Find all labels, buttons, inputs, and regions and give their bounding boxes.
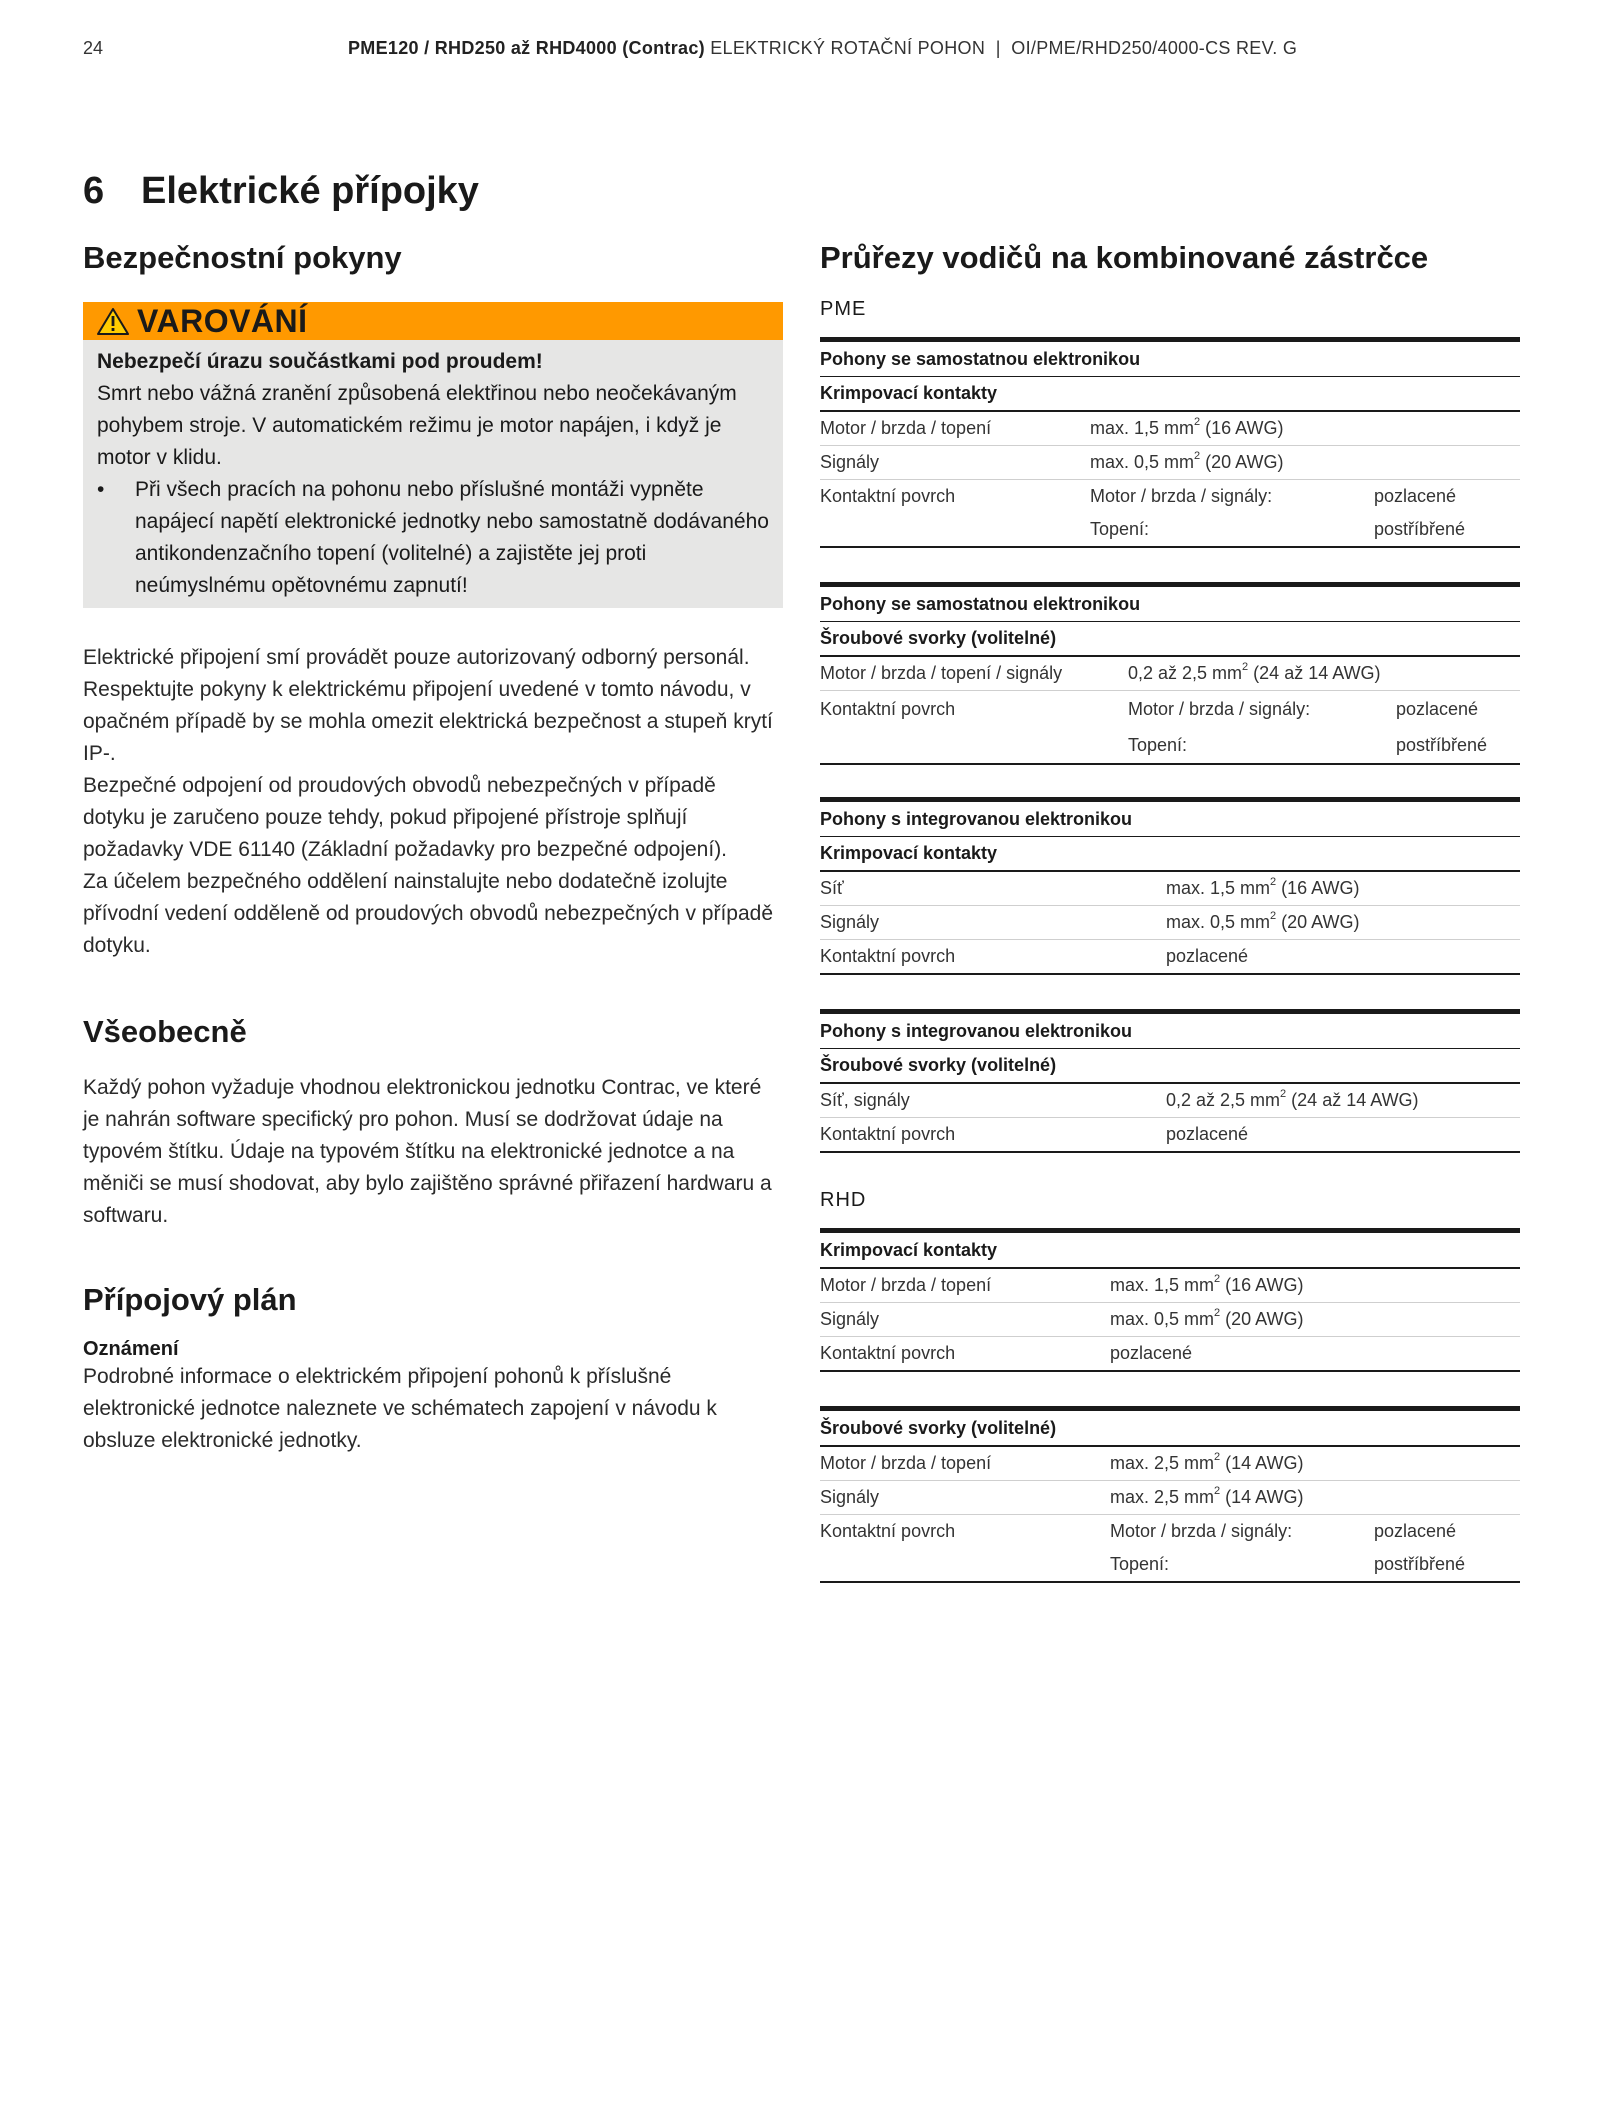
table-cell: Motor / brzda / topení	[820, 1453, 992, 1473]
warning-body	[83, 340, 783, 608]
table-row	[820, 802, 1520, 837]
table-cell: max. 1,5 $mm^2$ (16 AWG)	[1110, 1273, 1304, 1295]
table-cell: postříbřené	[1396, 734, 1488, 755]
table-cell: Kontaktní povrch	[820, 1343, 956, 1363]
table-subheader: Krimpovací kontakty	[820, 383, 998, 403]
table-row	[820, 377, 1520, 412]
table-cell: Kontaktní povrch	[820, 1124, 956, 1144]
table-cell: Motor / brzda / signály:	[1128, 698, 1311, 719]
rhd-crimp-table	[820, 1228, 1520, 1372]
chapter-heading	[83, 170, 479, 213]
general-heading: Všeobecně	[83, 1014, 247, 1049]
table-cell: max. 0,5 $mm^2$ (20 AWG)	[1090, 450, 1284, 472]
pme-label: PME	[820, 298, 867, 320]
table-row	[820, 657, 1520, 691]
table-row	[820, 1411, 1520, 1447]
table-row	[820, 906, 1520, 940]
pme-separate-crimp-table	[820, 337, 1520, 548]
right-column	[820, 240, 1520, 1583]
table-cell: max. 2,5 $mm^2$ (14 AWG)	[1110, 1485, 1304, 1507]
table-cell: Motor / brzda / topení / signály	[820, 663, 1063, 683]
table-group-header: Pohony se samostatnou elektronikou	[820, 593, 1141, 614]
table-cell: pozlacené	[1166, 1124, 1249, 1144]
table-cell: Signály	[820, 452, 880, 472]
table-row	[820, 342, 1520, 377]
left-column	[83, 240, 783, 1457]
page-number: 24	[83, 38, 104, 58]
table-group-header: Pohony se samostatnou elektronikou	[820, 348, 1141, 369]
table-row	[820, 1548, 1520, 1583]
table-cell: postříbřené	[1374, 519, 1466, 539]
table-cell: Motor / brzda / signály:	[1110, 1521, 1293, 1541]
chapter-number: 6	[83, 170, 105, 212]
connection-plan-heading: Přípojový plán	[83, 1282, 297, 1317]
table-cell: Signály	[820, 1309, 880, 1329]
table-group-header: Pohony s integrovanou elektronikou	[820, 1020, 1133, 1041]
warning-header	[83, 302, 783, 340]
table-row	[820, 1084, 1520, 1118]
safety-paragraph: Za účelem bezpečného oddělení nainstalujte nebo dodatečně izolujte přívodní vedení odděleně od proudových obvodů nebezpečných v případě dotyku.	[83, 870, 774, 957]
table-row	[820, 1337, 1520, 1372]
table-row	[820, 1481, 1520, 1515]
warning-triangle-icon	[97, 307, 129, 335]
safety-paragraph: Bezpečné odpojení od proudových obvodů nebezpečných v případě dotyku je zaručeno pouze tehdy, pokud připojené přístroje splňují požadavky VDE 61140 (Základní požadavky pro bezpečné odpojení).	[83, 774, 728, 861]
warning-title: Nebezpečí úrazu součástkami pod proudem!	[97, 350, 543, 373]
bullet-marker: •	[97, 478, 105, 501]
table-cell: Signály	[820, 912, 880, 932]
table-row	[820, 1049, 1520, 1084]
note-text: Podrobné informace o elektrickém připojení pohonů k příslušné elektronické jednotce naleznete ve schématech zapojení v návodu k obsluze elektronické jednotky.	[83, 1365, 717, 1452]
table-row	[820, 412, 1520, 446]
table-subheader: Šroubové svorky (volitelné)	[820, 628, 1057, 648]
table-cell: Kontaktní povrch	[820, 1521, 956, 1541]
safety-paragraph: Respektujte pokyny k elektrickému připojení uvedené v tomto návodu, v opačném případě by se mohla omezit elektrická bezpečnost a stupeň krytí IP-.	[83, 678, 773, 765]
rhd-screw-table	[820, 1406, 1520, 1583]
document-title-bold: PME120 / RHD250 až RHD4000 (Contrac)	[348, 38, 705, 58]
table-cell: Motor / brzda / topení	[820, 1275, 992, 1295]
table-group-header: Pohony s integrovanou elektronikou	[820, 808, 1133, 829]
table-subheader: Šroubové svorky (volitelné)	[820, 1055, 1057, 1075]
table-cell: Motor / brzda / topení	[820, 418, 992, 438]
table-row	[820, 837, 1520, 872]
safety-paragraph: Elektrické připojení smí provádět pouze autorizovaný odborný personál.	[83, 646, 750, 669]
warning-text: Smrt nebo vážná zranění způsobená elektřinou nebo neočekávaným pohybem stroje. V automatickém režimu je motor napájen, i když je motor v klidu.	[97, 382, 737, 469]
table-cell: postříbřené	[1374, 1554, 1466, 1574]
table-subheader: Šroubové svorky (volitelné)	[820, 1417, 1057, 1438]
table-cell: Topení:	[1110, 1554, 1170, 1574]
table-row	[820, 622, 1520, 657]
table-cell: pozlacené	[1374, 1521, 1457, 1541]
rhd-label: RHD	[820, 1189, 867, 1211]
table-cell: Síť, signály	[820, 1090, 910, 1110]
table-row	[820, 1515, 1520, 1548]
table-cell: max. 2,5 $mm^2$ (14 AWG)	[1110, 1451, 1304, 1473]
table-cell: Kontaktní povrch	[820, 698, 956, 719]
table-cell: max. 0,5 $mm^2$ (20 AWG)	[1110, 1307, 1304, 1329]
table-cell: pozlacené	[1166, 946, 1249, 966]
table-subheader: Krimpovací kontakty	[820, 1239, 998, 1260]
table-subheader: Krimpovací kontakty	[820, 843, 998, 863]
table-cell: max. 1,5 $mm^2$ (16 AWG)	[1166, 876, 1360, 898]
table-cell: Topení:	[1090, 519, 1150, 539]
general-text: Každý pohon vyžaduje vhodnou elektronickou jednotku Contrac, ve které je nahrán software specifický pro pohon. Musí se dodržovat údaje na typovém štítku. Údaje na typovém štítku na elektronické jednotce a na měniči se musí shodovat, aby bylo zajištěno správné přiřazení hardwaru a softwaru.	[83, 1076, 772, 1227]
table-row	[820, 446, 1520, 480]
warning-label: VAROVÁNÍ	[137, 302, 308, 339]
table-row	[820, 1014, 1520, 1049]
chapter-title: Elektrické přípojky	[141, 170, 479, 212]
table-row	[820, 513, 1520, 548]
table-row	[820, 872, 1520, 906]
table-cell: Topení:	[1128, 734, 1188, 755]
table-row	[820, 1233, 1520, 1269]
table-cell: Signály	[820, 1487, 880, 1507]
safety-paragraphs	[83, 642, 783, 962]
table-cell: pozlacené	[1396, 698, 1479, 719]
table-cell: 0,2 až 2,5 $mm^2$ (24 až 14 AWG)	[1128, 661, 1381, 683]
table-cell: Síť	[820, 878, 844, 898]
safety-heading: Bezpečnostní pokyny	[83, 240, 402, 275]
table-row	[820, 1269, 1520, 1303]
table-row	[820, 727, 1520, 765]
warning-box	[83, 302, 783, 608]
warning-bullet	[97, 474, 769, 602]
pme-separate-screw-table	[820, 582, 1520, 765]
cross-sections-heading: Průřezy vodičů na kombinované zástrčce	[820, 240, 1429, 275]
note-title: Oznámení	[83, 1338, 179, 1360]
table-cell: Kontaktní povrch	[820, 486, 956, 506]
table-row	[820, 940, 1520, 975]
document-title-rest: ELEKTRICKÝ ROTAČNÍ POHON | OI/PME/RHD250/4000-CS REV. G	[704, 38, 1298, 58]
table-cell: max. 1,5 $mm^2$ (16 AWG)	[1090, 416, 1284, 438]
table-cell: pozlacené	[1110, 1343, 1193, 1363]
table-cell: max. 0,5 $mm^2$ (20 AWG)	[1166, 910, 1360, 932]
table-row	[820, 480, 1520, 513]
table-row	[820, 1118, 1520, 1153]
table-row	[820, 587, 1520, 622]
pme-integrated-screw-table	[820, 1009, 1520, 1153]
table-row	[820, 1447, 1520, 1481]
table-row	[820, 691, 1520, 727]
table-cell: Kontaktní povrch	[820, 946, 956, 966]
table-cell: 0,2 až 2,5 $mm^2$ (24 až 14 AWG)	[1166, 1088, 1419, 1110]
table-row	[820, 1303, 1520, 1337]
pme-integrated-crimp-table	[820, 797, 1520, 975]
table-cell: Motor / brzda / signály:	[1090, 486, 1273, 506]
table-cell: pozlacené	[1374, 486, 1457, 506]
warning-bullet-text: Při všech pracích na pohonu nebo příslušné montáži vypněte napájecí napětí elektronické jednotky nebo samostatně dodávaného antikondenzačního topení (volitelné) a zajistěte jej proti neúmyslnému opětovnému zapnutí!	[135, 478, 769, 597]
document-title	[348, 38, 1297, 59]
